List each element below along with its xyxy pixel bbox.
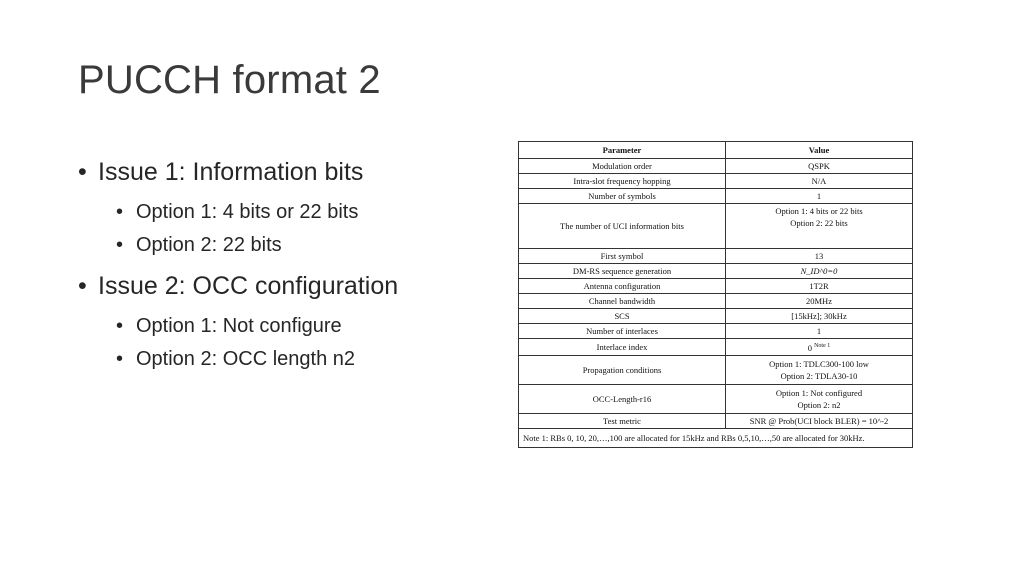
value-cell: QSPK [726,159,913,174]
param-cell: Interlace index [519,339,726,356]
table-row [519,174,913,189]
slide-title: PUCCH format 2 [78,58,381,102]
value-cell [726,204,913,249]
table-row [519,204,913,249]
table-note: Note 1: RBs 0, 10, 20,…,100 are allocated for 15kHz and RBs 0,5,10,…,50 are allocated for 30kHz. [519,428,913,447]
value-cell: N/A [726,174,913,189]
sub-bullet-issue2-option2: • Option 2: OCC length n2 [116,346,498,373]
value-cell: [15kHz]; 30kHz [726,309,913,324]
table-note-row [519,428,913,447]
parameter-table [518,141,913,448]
value-line: Option 1: TDLC300-100 low [769,358,869,369]
param-cell: Antenna configuration [519,279,726,294]
table-row [519,355,913,384]
bullet-list [78,155,498,383]
value-cell: 1T2R [726,279,913,294]
sub-bullet-issue1-option1: • Option 1: 4 bits or 22 bits [116,199,498,226]
value-cell: N_ID^0=0 [726,264,913,279]
table-row [519,413,913,428]
param-cell: Intra-slot frequency hopping [519,174,726,189]
param-cell: The number of UCI information bits [519,204,726,249]
value-cell [726,355,913,384]
param-cell: Test metric [519,413,726,428]
header-parameter: Parameter [519,142,726,159]
value-cell: 1 [726,189,913,204]
param-cell: Modulation order [519,159,726,174]
table-row [519,279,913,294]
table-row [519,159,913,174]
table-row [519,249,913,264]
bullet-issue-1: • Issue 1: Information bits [78,155,498,189]
note-reference: Note 1 [814,343,831,349]
value-text: 0 [807,342,812,353]
param-cell: SCS [519,309,726,324]
value-cell: SNR @ Prob(UCI block BLER) = 10^-2 [726,413,913,428]
value-cell: 13 [726,249,913,264]
value-cell [726,384,913,413]
value-line: Option 1: 4 bits or 22 bits [775,206,863,216]
value-line: Option 1: Not configured [775,387,863,398]
value-line: Option 2: TDLA30-10 [780,370,858,381]
table-row [519,384,913,413]
sub-bullet-issue1-option2: • Option 2: 22 bits [116,232,498,259]
value-cell: 1 [726,324,913,339]
value-line: Option 2: 22 bits [790,218,848,228]
sub-bullet-issue2-option1: • Option 1: Not configure [116,313,498,340]
table-row [519,264,913,279]
param-cell: Channel bandwidth [519,294,726,309]
param-cell: First symbol [519,249,726,264]
param-cell: Number of interlaces [519,324,726,339]
table-row [519,309,913,324]
table-header-row [519,142,913,159]
param-cell: Propagation conditions [519,355,726,384]
table-row [519,324,913,339]
param-cell: Number of symbols [519,189,726,204]
table-row [519,339,913,356]
table-row [519,189,913,204]
value-cell: 20MHz [726,294,913,309]
header-value: Value [726,142,913,159]
value-cell [726,339,913,356]
table-row [519,294,913,309]
bullet-issue-2: • Issue 2: OCC configuration [78,269,498,303]
value-line: Option 2: n2 [797,399,841,410]
param-cell: DM-RS sequence generation [519,264,726,279]
param-cell: OCC-Length-r16 [519,384,726,413]
